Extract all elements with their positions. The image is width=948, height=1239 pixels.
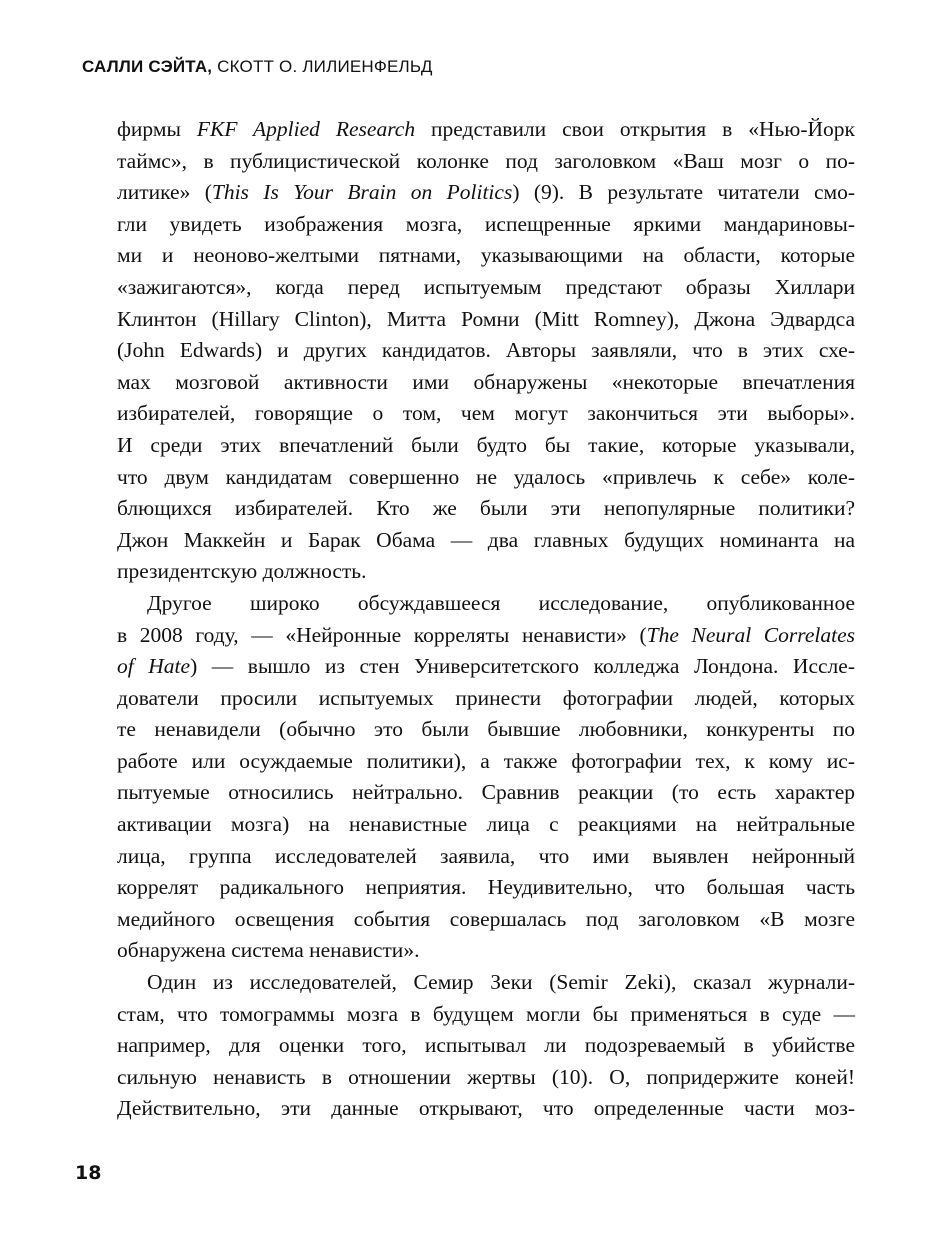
text-line [117, 967, 855, 999]
text-segment: в 2008 году, — «Нейронные корреляты ненависти» ( [117, 622, 647, 647]
text-segment: литике» ( [117, 180, 212, 205]
text-line [117, 177, 855, 209]
text-segment: Джон Маккейн и Барак Обама — два главных будущих номинанта на [117, 527, 855, 552]
paragraph [117, 967, 855, 1125]
text-line [117, 335, 855, 367]
text-segment: Действительно, эти данные открывают, что определенные части моз- [117, 1096, 855, 1121]
text-line [117, 240, 855, 272]
text-segment: сильную ненависть в отношении жертвы (10). О, попридержите коней! [117, 1064, 855, 1089]
text-segment: таймс», в публицистической колонке под заголовком «Ваш мозг о по- [117, 148, 855, 173]
text-line [117, 683, 855, 715]
text-segment: пытуемые относились нейтрально. Сравнив реакции (то есть характер [117, 780, 855, 805]
text-segment: избирателей, говорящие о том, чем могут закончиться эти выборы». [117, 401, 855, 426]
text-line [117, 999, 855, 1031]
text-line [117, 841, 855, 873]
text-line [117, 525, 855, 557]
text-line [117, 651, 855, 683]
text-segment: И среди этих впечатлений были будто бы такие, которые указывали, [117, 432, 855, 457]
text-line [117, 714, 855, 746]
text-segment: ми и неоново-желтыми пятнами, указывающими на области, которые [117, 243, 855, 268]
running-header-author-bold: САЛЛИ СЭЙТА, [82, 57, 213, 76]
text-line [117, 872, 855, 904]
text-segment: работе или осуждаемые политики), а также фотографии тех, к кому ис- [117, 748, 855, 773]
running-header [82, 57, 433, 77]
text-segment: обнаружена система ненависти». [117, 938, 420, 963]
text-line [117, 746, 855, 778]
text-line [117, 809, 855, 841]
text-segment: Один из исследователей, Семир Зеки (Semir Zeki), сказал журнали- [147, 970, 855, 995]
text-line [117, 304, 855, 336]
text-line [117, 1062, 855, 1094]
italic-text: This Is Your Brain on Politics [211, 180, 513, 205]
text-line [117, 430, 855, 462]
text-segment: дователи просили испытуемых принести фотографии людей, которых [117, 685, 855, 710]
text-segment: Клинтон (Hillary Clinton), Митта Ромни (Mitt Romney), Джона Эдвардса [117, 306, 855, 331]
text-segment: Другое широко обсуждавшееся исследование, опубликованное [147, 590, 855, 615]
italic-text: of Hate [117, 654, 191, 679]
text-line [117, 935, 855, 967]
text-line [117, 1030, 855, 1062]
text-line [117, 493, 855, 525]
text-segment: фирмы [117, 117, 197, 141]
text-segment: представили свои открытия в «Нью-Йорк [415, 117, 855, 141]
text-segment: например, для оценки того, испытывал ли подозреваемый в убийстве [117, 1033, 855, 1058]
italic-text: FKF Applied Research [196, 117, 416, 141]
text-segment: стам, что томограммы мозга в будущем могли бы применяться в суде — [117, 1001, 855, 1026]
text-segment: лица, группа исследователей заявила, что ими выявлен нейронный [117, 843, 855, 868]
italic-text: The Neural Correlates [646, 622, 855, 647]
text-segment: президентскую должность. [117, 559, 367, 584]
text-line [117, 209, 855, 241]
text-segment: ) (9). В результате читатели смо- [512, 180, 855, 205]
text-line [117, 1093, 855, 1125]
paragraph [117, 588, 855, 967]
text-segment: те ненавидели (обычно это были бывшие любовники, конкуренты по [117, 717, 855, 742]
text-line [117, 114, 855, 146]
text-segment: коррелят радикального неприятия. Неудивительно, что большая часть [117, 875, 855, 900]
text-line [117, 146, 855, 178]
text-line [117, 367, 855, 399]
text-segment: активации мозга) на ненавистные лица с реакциями на нейтральные [117, 812, 855, 837]
body-text [117, 114, 855, 1125]
text-segment: (John Edwards) и других кандидатов. Авторы заявляли, что в этих схе- [117, 338, 855, 363]
text-line [117, 588, 855, 620]
text-segment: блющихся избирателей. Кто же были эти непопулярные политики? [117, 496, 855, 521]
text-segment: что двум кандидатам совершенно не удалось «привлечь к себе» коле- [117, 464, 855, 489]
running-header-authors: СКОТТ О. ЛИЛИЕНФЕЛЬД [212, 57, 433, 76]
text-line [117, 556, 855, 588]
paragraph [117, 114, 855, 588]
text-line [117, 398, 855, 430]
text-segment: ) — вышло из стен Университетского колледжа Лондона. Иссле- [190, 654, 855, 679]
text-line [117, 620, 855, 652]
text-line [117, 777, 855, 809]
page-number: 18 [75, 1162, 102, 1184]
text-line [117, 462, 855, 494]
text-line [117, 904, 855, 936]
text-segment: мах мозговой активности ими обнаружены «некоторые впечатления [117, 369, 855, 394]
text-segment: медийного освещения события совершалась под заголовком «В мозге [117, 906, 855, 931]
text-segment: гли увидеть изображения мозга, испещренные яркими мандариновы- [117, 211, 855, 236]
text-segment: «зажигаются», когда перед испытуемым предстают образы Хиллари [117, 274, 855, 299]
text-line [117, 272, 855, 304]
